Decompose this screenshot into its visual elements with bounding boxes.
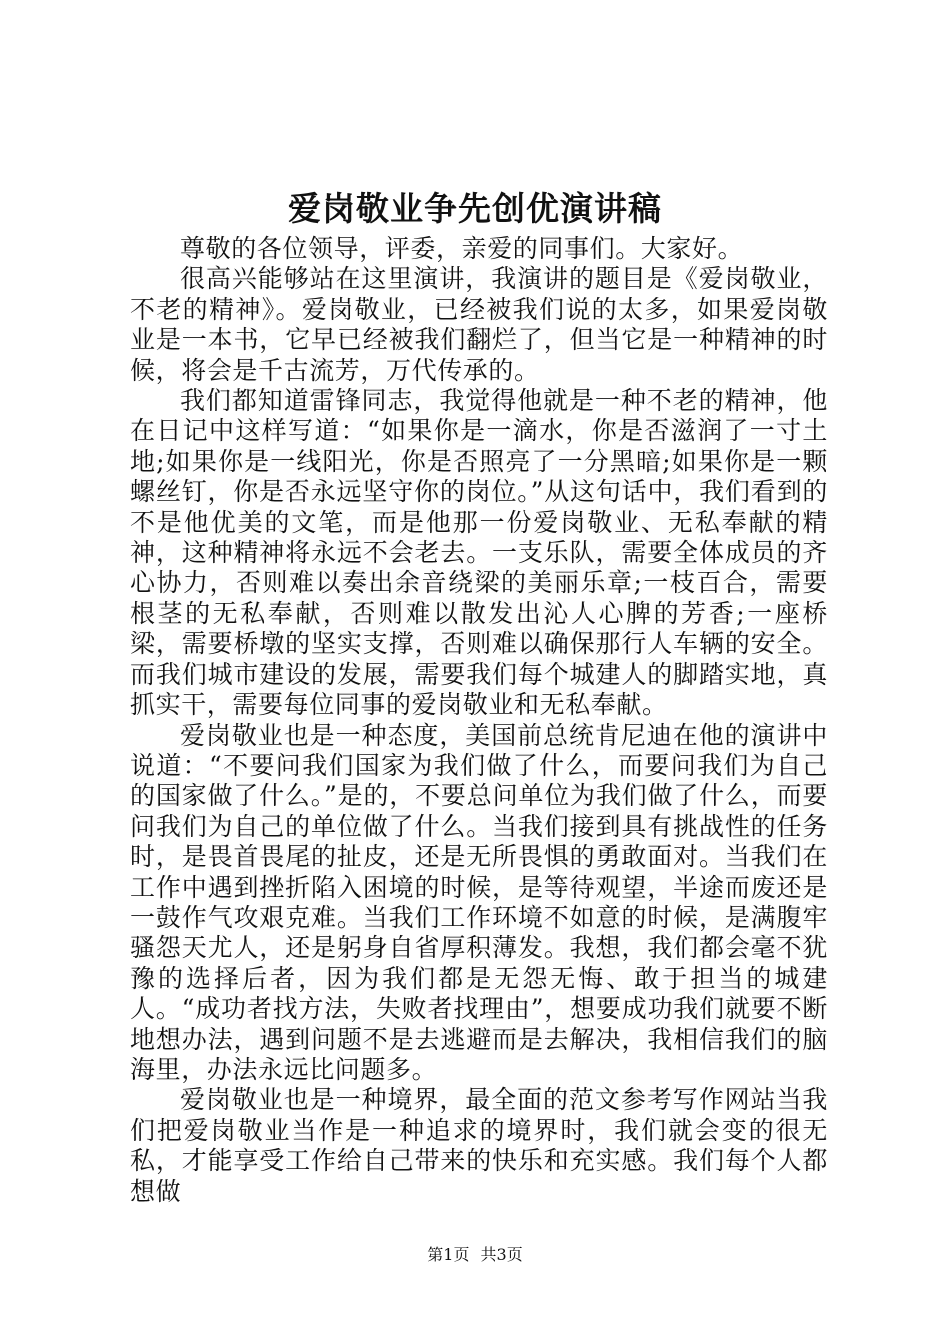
paragraph-intro: 很高兴能够站在这里演讲，我演讲的题目是《爱岗敬业，不老的精神》。爱岗敬业，已经被我们说的太多，如果爱岗敬业是一本书，它早已经被我们翻烂了，但当它是一种精神的时候，将会是千古流芳，万代传承的。 [130, 264, 828, 385]
paragraph-leifeng: 我们都知道雷锋同志，我觉得他就是一种不老的精神，他在日记中这样写道：“如果你是一滴水，你是否滋润了一寸土地;如果你是一线阳光，你是否照亮了一分黑暗;如果你是一颗螺丝钉，你是否永远坚守你的岗位。”从这句话中，我们看到的不是他优美的文笔，而是他那一份爱岗敬业、无私奉献的精神，这种精神将永远不会老去。一支乐队，需要全体成员的齐心协力，否则难以奏出余音绕梁的美丽乐章;一枝百合，需要根茎的无私奉献，否则难以散发出沁人心脾的芳香;一座桥梁，需要桥墩的坚实支撑，否则难以确保那行人车辆的安全。而我们城市建设的发展，需要我们每个城建人的脚踏实地，真抓实干，需要每位同事的爱岗敬业和无私奉献。 [130, 386, 828, 720]
document-body [130, 234, 828, 1207]
document-title: 爱岗敬业争先创优演讲稿 [288, 189, 662, 228]
page-number: 第1页 [427, 1245, 470, 1264]
page-total: 共3页 [480, 1245, 523, 1264]
paragraph-realm: 爱岗敬业也是一种境界，最全面的范文参考写作网站当我们把爱岗敬业当作是一种追求的境界时，我们就会变的很无私，才能享受工作给自己带来的快乐和充实感。我们每个人都想做 [130, 1085, 828, 1206]
page-footer [0, 1244, 950, 1266]
paragraph-greeting: 尊敬的各位领导，评委，亲爱的同事们。大家好。 [180, 234, 744, 263]
paragraph-attitude: 爱岗敬业也是一种态度，美国前总统肯尼迪在他的演讲中说道：“不要问我们国家为我们做了什么，而要问我们为自己的国家做了什么。”是的，不要总问单位为我们做了什么，而要问我们为自己的单位做了什么。当我们接到具有挑战性的任务时，是畏首畏尾的扯皮，还是无所畏惧的勇敢面对。当我们在工作中遇到挫折陷入困境的时候，是等待观望，半途而废还是一鼓作气攻艰克难。当我们工作环境不如意的时候，是满腹牢骚怨天尤人，还是躬身自省厚积薄发。我想，我们都会毫不犹豫的选择后者，因为我们都是无怨无悔、敢于担当的城建人。“成功者找方法，失败者找理由”，想要成功我们就要不断地想办法，遇到问题不是去逃避而是去解决，我相信我们的脑海里，办法永远比问题多。 [130, 720, 828, 1084]
